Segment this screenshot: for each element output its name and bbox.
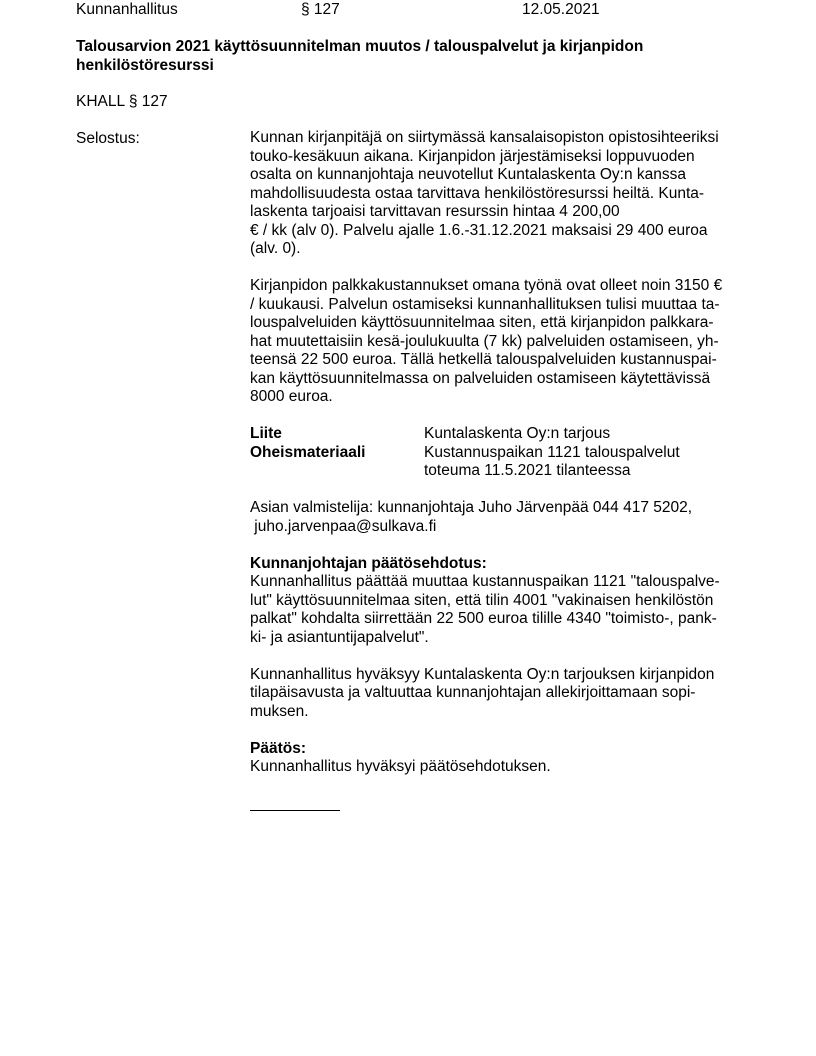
text-line: mahdollisuudesta ostaa tarvittava henkilöstöresurssi heiltä. Kunta- xyxy=(250,184,705,202)
text-line: Kunnanhallitus päättää muuttaa kustannuspaikan 1121 "talouspalve- xyxy=(250,573,720,590)
document-title xyxy=(76,37,716,75)
proposal-heading: Kunnanjohtajan päätösehdotus: xyxy=(250,554,487,572)
text-line: tilapäisavusta ja valtuuttaa kunnanjohtajan allekirjoittamaan sopi- xyxy=(250,684,696,701)
section-reference: KHALL § 127 xyxy=(76,93,168,110)
oheismateriaali-value-line-1: Kustannuspaikan 1121 talouspalvelut xyxy=(424,443,680,461)
oheismateriaali-label: Oheismateriaali xyxy=(250,443,366,461)
header-body-name: Kunnanhallitus xyxy=(76,1,178,18)
text-line: osalta on kunnanjohtaja neuvotellut Kuntalaskenta Oy:n kanssa xyxy=(250,166,687,183)
main-content xyxy=(250,129,750,811)
text-line: muksen. xyxy=(250,702,309,720)
attachment-row-oheismateriaali-cont xyxy=(250,462,750,481)
title-line-2: henkilöstöresurssi xyxy=(76,57,214,74)
attachment-row-oheismateriaali xyxy=(250,444,750,463)
selostus-paragraph-2 xyxy=(250,277,750,407)
text-line: Kunnan kirjanpitäjä on siirtymässä kansalaisopiston opistosihteeriksi xyxy=(250,129,719,146)
text-line: lut" käyttösuunnitelmaa siten, että tilin 4001 "vakinaisen henkilöstön xyxy=(250,591,714,609)
text-line: 8000 euroa. xyxy=(250,388,333,405)
oheismateriaali-value-line-2: toteuma 11.5.2021 tilanteessa xyxy=(424,462,631,479)
text-line: palkat" kohdalta siirrettään 22 500 euroa tilille 4340 "toimisto-, pank- xyxy=(250,610,717,627)
preparer-info xyxy=(250,499,750,536)
text-line: ki- ja asiantuntijapalvelut". xyxy=(250,628,429,646)
attachments-block xyxy=(250,425,750,481)
text-line: € / kk (alv 0). Palvelu ajalle 1.6.-31.12.2021 maksaisi 29 400 euroa xyxy=(250,221,708,239)
decision-heading: Päätös: xyxy=(250,739,306,757)
closing-rule xyxy=(250,810,340,811)
page-header xyxy=(0,0,816,20)
header-date: 12.05.2021 xyxy=(522,1,600,18)
selostus-label: Selostus: xyxy=(76,130,140,147)
text-line: teensä 22 500 euroa. Tällä hetkellä talouspalveluiden kustannuspai- xyxy=(250,351,717,368)
text-line: (alv. 0). xyxy=(250,240,301,257)
text-line: hat muutettaisiin kesä-joulukuulta (7 kk) palveluiden ostamiseen, yh- xyxy=(250,332,719,350)
header-section-number: § 127 xyxy=(301,1,340,18)
text-line: kan käyttösuunnitelmassa on palveluiden ostamiseen käytettävissä xyxy=(250,369,711,387)
decision-text: Kunnanhallitus hyväksyi päätösehdotuksen. xyxy=(250,758,551,775)
liite-value: Kuntalaskenta Oy:n tarjous xyxy=(424,425,611,442)
title-line-1: Talousarvion 2021 käyttösuunnitelman muutos / talouspalvelut ja kirjanpidon xyxy=(76,38,644,55)
preparer-email: juho.jarvenpaa@sulkava.fi xyxy=(250,517,437,535)
selostus-paragraph-1 xyxy=(250,129,750,259)
decision-section xyxy=(250,740,750,777)
text-line: touko-kesäkuun aikana. Kirjanpidon järjestämiseksi loppuvuoden xyxy=(250,147,695,165)
text-line: / kuukausi. Palvelun ostamiseksi kunnanhallituksen tulisi muuttaa ta- xyxy=(250,295,720,313)
text-line: Kunnanhallitus hyväksyy Kuntalaskenta Oy:n tarjouksen kirjanpidon xyxy=(250,665,715,683)
text-line: laskenta tarjoaisi tarvittavan resurssin hintaa 4 200,00 xyxy=(250,203,620,220)
preparer-line-1: Asian valmistelija: kunnanjohtaja Juho Järvenpää 044 417 5202, xyxy=(250,499,693,516)
text-line: louspalveluiden käyttösuunnitelmaa siten, että kirjanpidon palkkara- xyxy=(250,314,714,331)
proposal-section xyxy=(250,555,750,722)
text-line: Kirjanpidon palkkakustannukset omana työnä ovat olleet noin 3150 € xyxy=(250,277,723,294)
liite-label: Liite xyxy=(250,425,282,442)
attachment-row-liite xyxy=(250,425,750,444)
